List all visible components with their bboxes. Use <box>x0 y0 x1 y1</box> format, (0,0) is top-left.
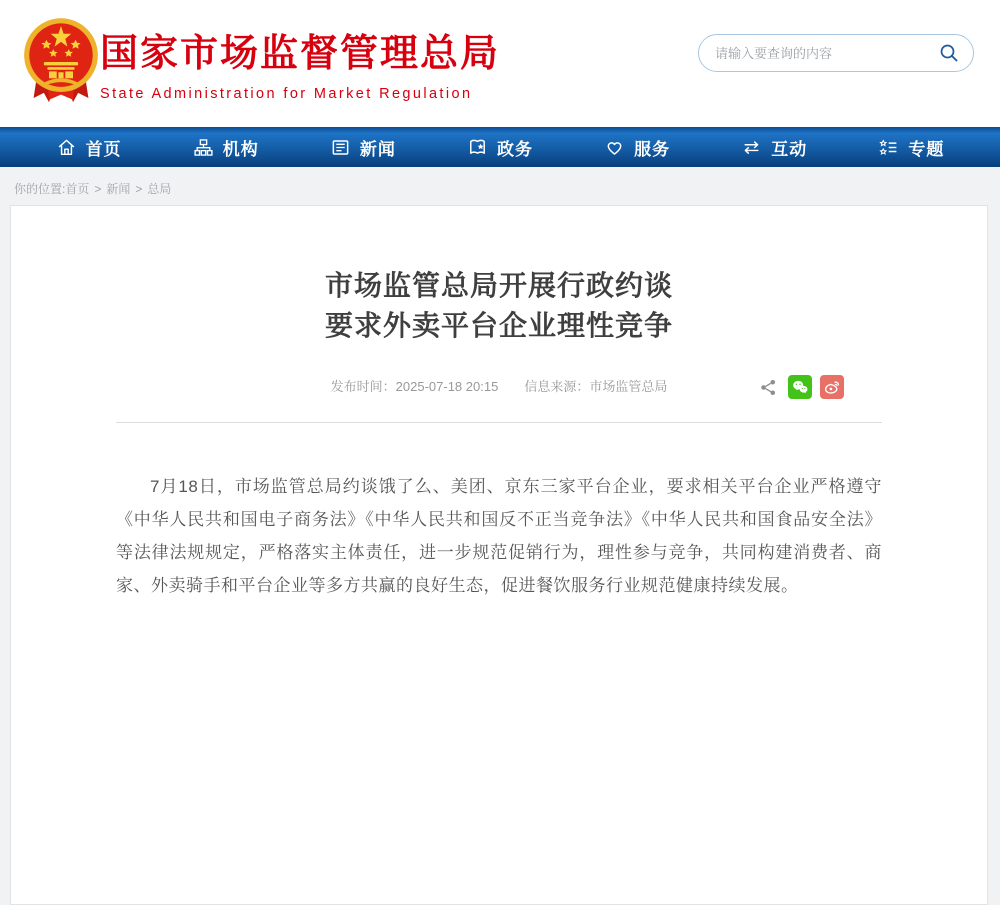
publish-time-label: 发布时间： <box>330 379 396 394</box>
site-title-block <box>100 22 500 102</box>
nav-item-gov[interactable] <box>467 135 533 160</box>
article-body: 7月18日，市场监管总局约谈饿了么、美团、京东三家平台企业，要求相关平台企业严格遵守《中华人民共和国电子商务法》《中华人民共和国反不正当竞争法》《中华人民共和国食品安全法》等法律法规规定，严格落实主体责任，进一步规范促销行为，理性参与竞争，共同构建消费者、商家、外卖骑手和平台企业等多方共赢的良好生态，促进餐饮服务行业规范健康持续发展。 <box>116 477 882 595</box>
nav-item-label: 首页 <box>85 139 122 159</box>
publish-time-value: 2025-07-18 20:15 <box>395 379 499 394</box>
breadcrumb-item-home[interactable]: 首页 <box>65 182 90 196</box>
search-icon <box>938 42 960 64</box>
search-input[interactable] <box>715 46 937 61</box>
nav-item-label: 机构 <box>222 139 259 159</box>
source-value: 市场监管总局 <box>589 379 668 394</box>
interact-icon <box>741 137 762 158</box>
site-title-zh: 国家市场监督管理总局 <box>100 33 501 75</box>
breadcrumb <box>0 167 1000 197</box>
breadcrumb-separator: > <box>94 182 102 196</box>
nav-item-label: 政务 <box>496 139 533 159</box>
nav-item-label: 专题 <box>908 139 945 159</box>
nav-item-interact[interactable] <box>741 135 807 160</box>
gov-icon <box>467 137 488 158</box>
site-header <box>0 0 1000 127</box>
nav-item-service[interactable] <box>604 135 670 160</box>
source-label: 信息来源： <box>524 379 590 394</box>
meta-divider <box>116 422 882 423</box>
article-meta <box>116 374 882 400</box>
share-weibo-button[interactable] <box>820 375 844 399</box>
article-title <box>116 266 882 346</box>
share-button[interactable] <box>756 375 780 399</box>
nav-item-org[interactable] <box>193 135 259 160</box>
article-card <box>10 205 988 905</box>
org-icon <box>193 137 214 158</box>
search-button[interactable] <box>937 41 961 65</box>
search-box[interactable] <box>698 34 974 72</box>
national-emblem-logo <box>18 14 104 110</box>
share-wechat-button[interactable] <box>788 375 812 399</box>
news-icon <box>330 137 351 158</box>
home-icon <box>56 137 77 158</box>
wechat-icon <box>791 378 809 396</box>
topic-icon <box>878 137 899 158</box>
share-bar <box>756 374 844 400</box>
main-nav <box>0 127 1000 167</box>
article-title-line2: 要求外卖平台企业理性竞争 <box>324 310 673 341</box>
nav-item-news[interactable] <box>330 135 396 160</box>
nav-item-label: 服务 <box>634 139 671 159</box>
nav-item-topic[interactable] <box>878 135 944 160</box>
breadcrumb-prefix: 你的位置: <box>14 182 66 196</box>
breadcrumb-item-news[interactable]: 新闻 <box>106 182 131 196</box>
breadcrumb-separator: > <box>135 182 143 196</box>
nav-item-home[interactable] <box>56 135 122 160</box>
service-icon <box>604 137 625 158</box>
nav-item-label: 新闻 <box>359 139 396 159</box>
weibo-icon <box>823 378 841 396</box>
site-title-en: State Administration for Market Regulation <box>100 86 473 102</box>
nav-item-label: 互动 <box>771 139 808 159</box>
breadcrumb-item-bureau[interactable]: 总局 <box>147 182 172 196</box>
article-title-line1: 市场监管总局开展行政约谈 <box>324 270 673 301</box>
share-nodes-icon <box>759 378 778 397</box>
